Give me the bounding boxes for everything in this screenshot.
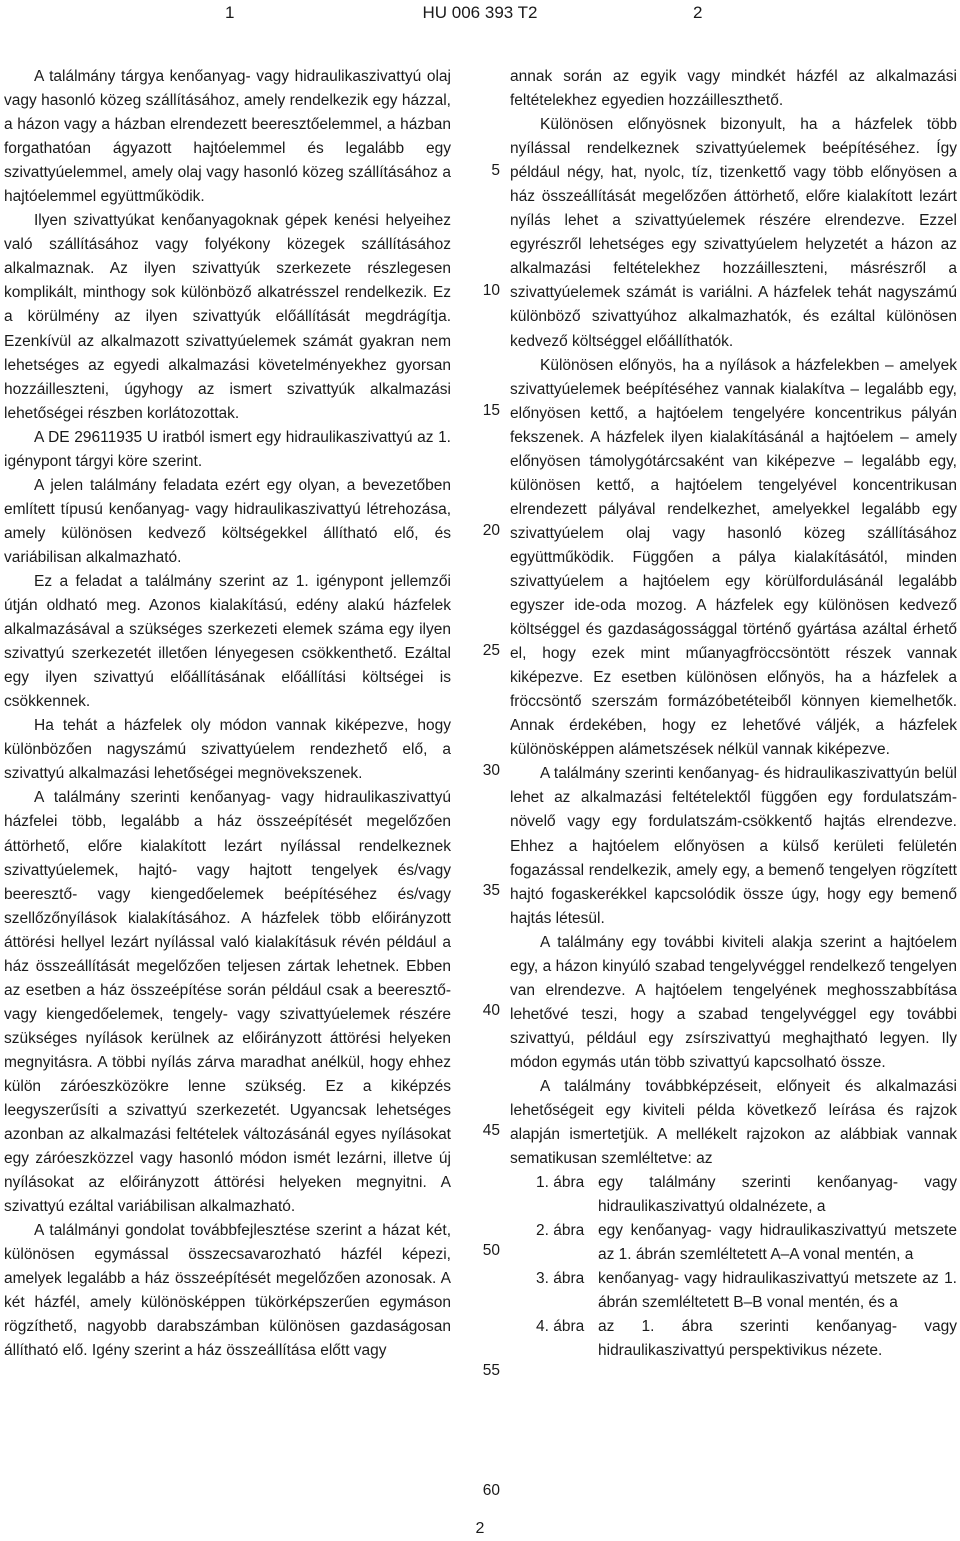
figure-number: 1. ábra [536, 1174, 585, 1192]
paragraph: A találmány tárgya kenőanyag- vagy hidraulikaszivattyú olaj vagy hasonló közeg szállításához, amely rendelkezik egy házzal, a házon vagy a házban elrendezett beeresztőelemmel, a házban forgathatóan ágyazott hajtóelemmel és legalább egy szivattyúelemmel, amely olaj vagy hasonló közeg szállításához a hajtóelemmel együttműködik. [4, 68, 451, 206]
paragraph: A találmány szerinti kenőanyag- vagy hidraulikaszivattyú házfelei több, legalább a ház összeépítését megelőzően áttörhető, előre kialakított lezárt nyílással rendelkeznek szivattyúelemek, hajtó- vagy hajtott tengelyek és/vagy beeresztő- vagy kiengedőelemek beépítéséhez és/vagy szellőzőnyílások kialakításához. A házfelek több előirányzott áttörési hellyel lezárt nyílással való kialakításuk révén például a ház összeállítását megelőzően teljesen zártak lehetnek. Ebben az esetben a ház összeépítése során például csak a beeresztő- vagy kiengedőelemek, tengely- vagy szivattyúelemek részére szükséges nyílások kerülnek az előirányzott áttörési helyeken megnyitásra. A többi nyílás zárva maradhat anélkül, hogy ehhez külön záróeszközökre lenne szükség. Ez a kiképzés leegyszerűsíti a szivattyú szerkezetét. Ugyancsak lehetséges azonban az alkalmazási feltételek változásánál egyes nyílásokat egy záróeszközzel vagy hasonló módon ismét lezárni, illetve új nyílásokat az előirányzott áttörési helyeken megnyitni. A szivattyú ezáltal variábilisan alkalmazható. [4, 789, 451, 1216]
figure-description: egy találmány szerinti kenőanyag- vagy hidraulikaszivattyú oldalnézete, a [598, 1174, 957, 1216]
figure-number: 3. ábra [536, 1270, 585, 1288]
figure-number: 2. ábra [536, 1222, 585, 1240]
figure-list-item [510, 1315, 957, 1363]
paragraph: Ez a feladat a találmány szerint az 1. igénypont jellemzői útján oldható meg. Azonos kialakítású, edény alakú házfelek alkalmazásával a szükséges szerkezeti elemek száma egy ilyen szivattyú szerkezetét illetően lényegesen csökkenthető. Ezáltal egy ilyen szivattyú előállításának előállítási költségei is csökkennek. [4, 572, 451, 711]
figure-list-item [510, 1171, 957, 1219]
paragraph: Ilyen szivattyúkat kenőanyagoknak gépek kenési helyeihez való szállításához vagy folyékony közegek szállításához alkalmaznak. Az ilyen szivattyúk szerkezete részlegesen komplikált, minthogy sok különböző alkatrésszel rendelkezik. Ez a körülmény az ilyen szivattyúk előállítását megdrágítja. Ezenkívül az alkalmazott szivattyúelemek számát gyakran nem lehetséges az egyedi alkalmazási követelményekhez gyorsan hozzáilleszteni, úgyhogy az ismert szivattyúk alkalmazási lehetőségei részben korlátozottak. [4, 212, 451, 422]
line-number: 30 [482, 762, 500, 779]
line-number: 20 [482, 522, 500, 539]
figure-description: egy kenőanyag- vagy hidraulikaszivattyú metszete az 1. ábrán szemléltetett A–A vonal mentén, a [598, 1222, 957, 1264]
line-number: 10 [482, 282, 500, 299]
line-number: 45 [482, 1122, 500, 1139]
paragraph: A jelen találmány feladata ezért egy olyan, a bevezetőben említett típusú kenőanyag- vagy hidraulikaszivattyú létrehozása, amely különösen kedvező költségekkel állítható elő, és variábilisan alkalmazható. [4, 476, 451, 566]
header-page-right: 2 [693, 3, 703, 22]
line-number: 25 [482, 642, 500, 659]
right-column [510, 65, 957, 1364]
paragraph: Ha tehát a házfelek oly módon vannak kiképezve, hogy különbözően nagyszámú szivattyúelem rendezhető elő, a szivattyú alkalmazási lehetőségei megnövekszenek. [4, 717, 451, 783]
line-number: 35 [482, 882, 500, 899]
line-number: 5 [491, 162, 500, 179]
line-number: 40 [482, 1002, 500, 1019]
paragraph: A találmány szerinti kenőanyag- és hidraulikaszivattyún belül lehet az alkalmazási feltételektől függően egy fordulatszám-növelő vagy egy fordulatszám-csökkentő hajtás elrendezve. Ehhez a hajtóelem előnyösen a külső kerületi felületén fogazással rendelkezik, amely egy, a bemenő tengelyen rögzített hajtó fogaskerékkel kapcsolódik össze úgy, hogy egy bemenő hajtás létesül. [510, 765, 957, 927]
header-doc-number: HU 006 393 T2 [422, 3, 538, 22]
paragraph: A DE 29611935 U iratból ismert egy hidraulikaszivattyú az 1. igénypont tárgyi köre szerint. [4, 428, 451, 470]
figure-list-item [510, 1219, 957, 1267]
left-column [4, 65, 451, 1364]
line-number: 60 [482, 1482, 500, 1499]
paragraph: annak során az egyik vagy mindkét házfél az alkalmazási feltételekhez egyedien hozzáilleszthető. [510, 68, 957, 110]
paragraph: A találmány továbbképzéseit, előnyeit és alkalmazási lehetőségeit egy kiviteli példa következő leírása és rajzok alapján ismertetjük. A mellékelt rajzokon az alábbiak vannak sematikusan szemléltetve: az [510, 1077, 957, 1168]
paragraph: Különösen előnyös, ha a nyílások a házfelekben – amelyek szivattyúelemek beépítéséhez vannak kialakítva – legalább egy, előnyösen kettő, a hajtóelem tengelyére koncentrikus pályán fekszenek. A házfelek ilyen kialakításánál a hajtóelem – amely előnyösen támolygótárcsaként van kiképezve – legalább egy, különösen kettő, a hajtóelem tengelyével koncentrikusan elrendezett pályával rendelkezhet, amelyekkel legalább egy szivattyúelem olaj vagy hasonló közeg szállításához együttműködik. Függően a pálya kialakításától, minden szivattyúelem a hajtóelem egy körülfordulásánál legalább egyszer ide-oda mozog. A házfelek egy különösen kedvező költséggel és gazdaságossággal történő gyártása azáltal érhető el, hogy ezek mint műanyagfröccsöntött részek vannak kiképezve. Ez esetben különösen előnyös, ha a házfelek a fröccsöntő szerszám formázóbetéteiből könnyen kiemelhetők. Annak érdekében, hogy ez lehetővé váljék, a házfelek különösképpen alámetszések nélkül vannak kiképezve. [510, 356, 957, 759]
figure-list-item [510, 1267, 957, 1315]
header-page-left: 1 [225, 3, 235, 22]
figure-number: 4. ábra [536, 1318, 585, 1336]
paragraph: A találmány egy további kiviteli alakja szerint a hajtóelem egy, a házon kinyúló szabad tengelyvéggel rendelkező tengelyen van elrendezve. A hajtóelem tengelyének meghosszabbítása lehetővé teszi, hogy a szabad tengelyvéggel egy további szivattyú, például egy zsírszivattyú meghajtható legyen. Ily módon egymás után több szivattyú kapcsolható össze. [510, 933, 957, 1071]
paragraph: Különösen előnyösnek bizonyult, ha a házfelek több nyílással rendelkeznek szivattyúelemek beépítéséhez. Így például négy, hat, nyolc, tíz, tizenkettő vagy több előnyösen a ház összeállítását megelőzően áttörhető, előre kialakított lezárt nyílás lehet a szivattyúelemek részére elrendezve. Ezzel egyrészről lehetséges egy szivattyúelem helyzetét a házon az alkalmazási feltételekhez hozzáilleszteni, másrészről a szivattyúelemek számát is variálni. A házfelek tehát nagyszámú különböző szivattyúhoz alkalmazhatók, és ezáltal különösen kedvező költséggel előállíthatók. [510, 116, 957, 350]
line-number: 55 [482, 1362, 500, 1379]
line-number: 15 [482, 402, 500, 419]
line-number: 50 [482, 1242, 500, 1259]
figure-description: kenőanyag- vagy hidraulikaszivattyú metszete az 1. ábrán szemléltetett B–B vonal mentén, és a [598, 1270, 957, 1312]
paragraph: A találmányi gondolat továbbfejlesztése szerint a házat két, különösen egymással összecsavarozható házfél képezi, amelyek legalább a ház összeépítését megelőzően azonosak. A két házfél, amely különösképpen tükörképszerűen egymáson rögzíthető, nagyobb darabszámban különösen gazdaságosan állítható elő. Igény szerint a ház összeállítása előtt vagy [4, 1222, 451, 1360]
figure-description: az 1. ábra szerinti kenőanyag- vagy hidraulikaszivattyú perspektivikus nézete. [598, 1318, 957, 1360]
footer-page-number: 2 [475, 1520, 485, 1537]
